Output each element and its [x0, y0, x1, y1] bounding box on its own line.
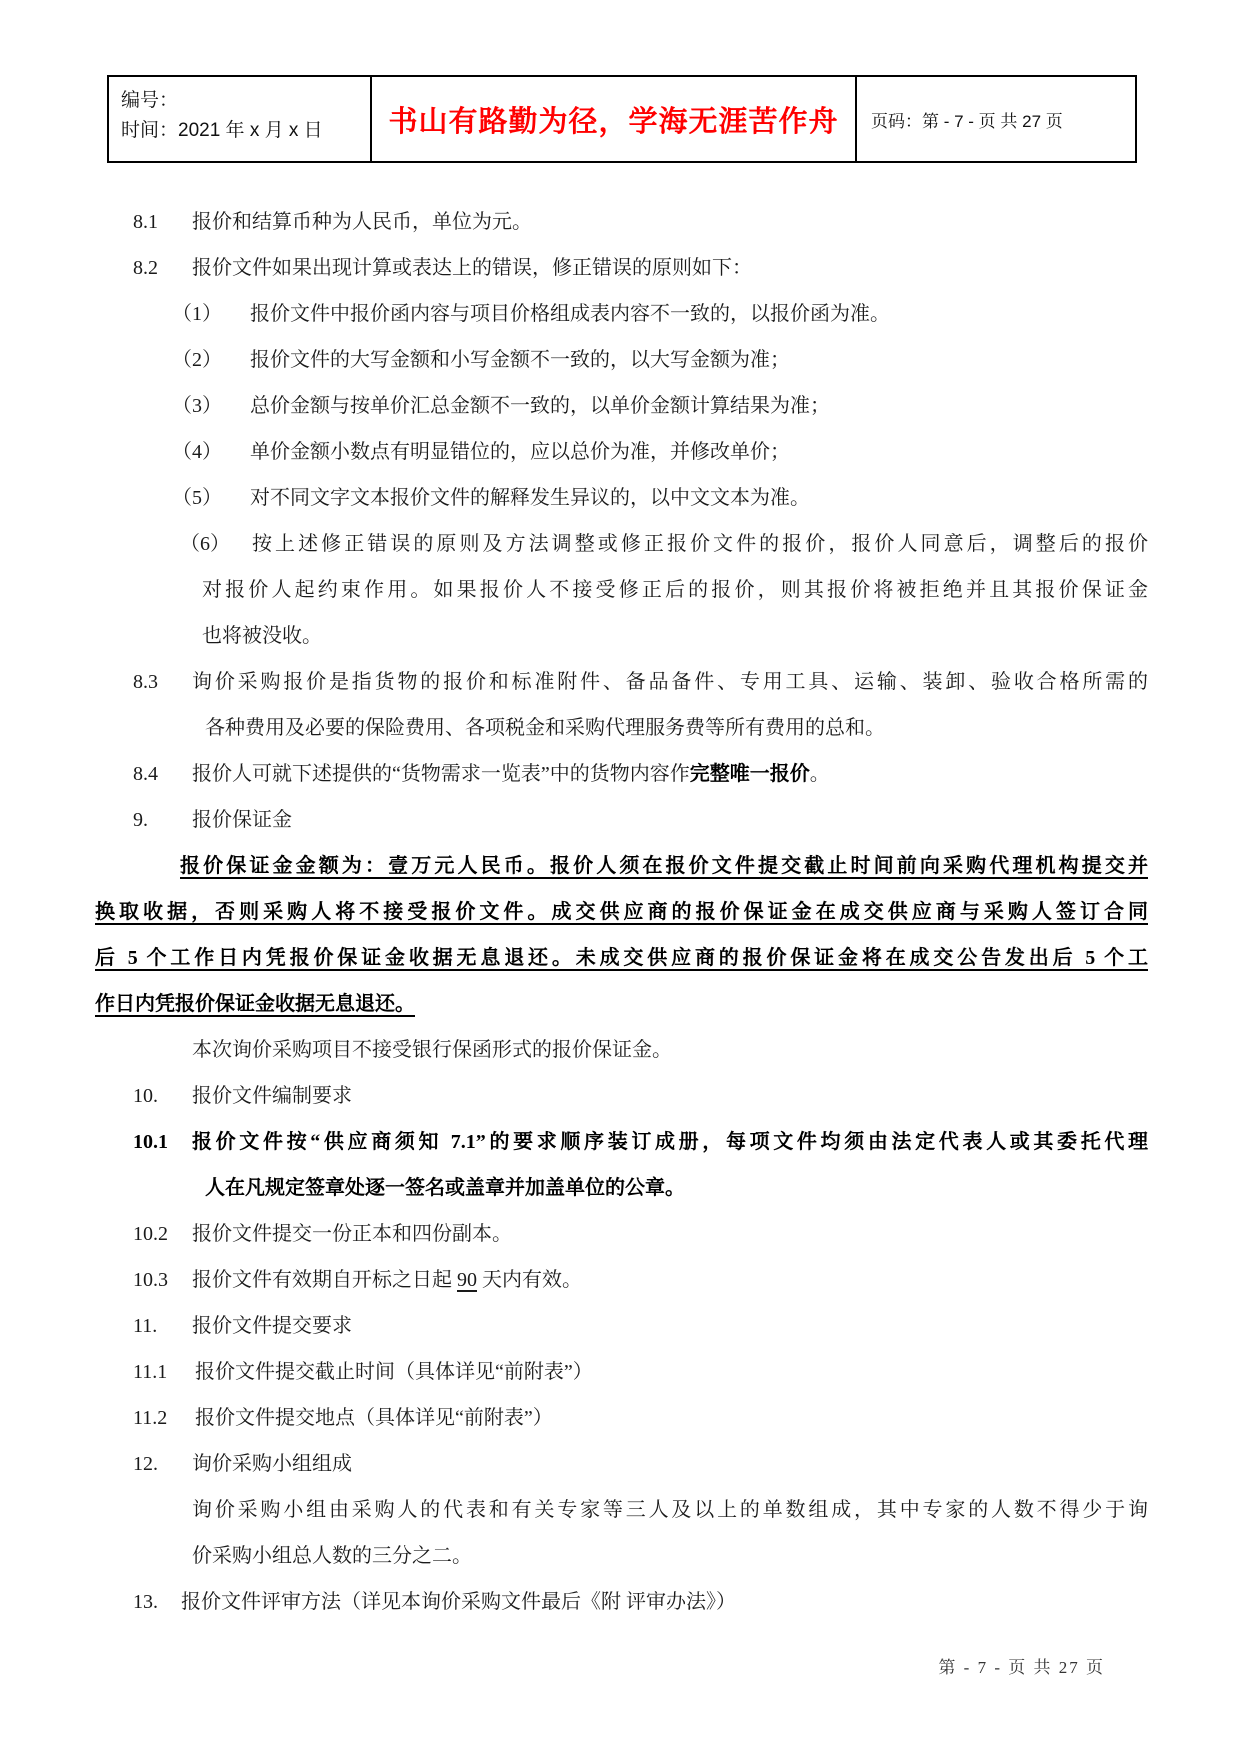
line-text: 报价人可就下述提供的“货物需求一览表”中的货物内容作完整唯一报价。 [192, 763, 830, 785]
line-number: 8.2 [133, 257, 158, 279]
line-number: 10.1 [133, 1131, 168, 1153]
line-number: 11. [133, 1315, 158, 1337]
doc-line [192, 1533, 1148, 1579]
header-table [107, 75, 1137, 163]
line-text: 报价文件的大写金额和小写金额不一致的，以大写金额为准； [250, 349, 790, 371]
line-text: 价采购小组总人数的三分之二。 [192, 1545, 472, 1567]
header-cell-pageinfo [855, 77, 1135, 161]
doc-line [205, 705, 1148, 751]
line-text: 本次询价采购项目不接受银行保函形式的报价保证金。 [192, 1039, 672, 1061]
serial-label: 编号： [121, 90, 179, 111]
doc-line [133, 659, 1148, 705]
doc-line [133, 751, 1148, 797]
doc-line [172, 291, 1148, 337]
line-text: 报价和结算币种为人民币，单位为元。 [192, 211, 532, 233]
line-text: 换取收据，否则采购人将不接受报价文件。成交供应商的报价保证金在成交供应商与采购人签订合同 [95, 901, 1148, 923]
line-number: （4） [172, 441, 222, 463]
line-number: （2） [172, 349, 222, 371]
line-text: 人在凡规定签章处逐一签名或盖章并加盖单位的公章。 [205, 1177, 685, 1199]
header-cell-motto [372, 77, 855, 161]
line-text: 单价金额小数点有明显错位的，应以总价为准，并修改单价； [250, 441, 790, 463]
line-text: 报价文件如果出现计算或表达上的错误，修正错误的原则如下： [192, 257, 752, 279]
line-text: 对报价人起约束作用。如果报价人不接受修正后的报价，则其报价将被拒绝并且其报价保证金 [202, 579, 1148, 601]
doc-line [133, 1349, 1148, 1395]
line-number: 9. [133, 809, 148, 831]
line-text: 报价文件提交截止时间（具体详见“前附表”） [195, 1361, 593, 1383]
doc-line [172, 429, 1148, 475]
line-number: 8.3 [133, 671, 158, 693]
line-number: 12. [133, 1453, 158, 1475]
line-number: （1） [172, 303, 222, 325]
line-number: （5） [172, 487, 222, 509]
doc-line [133, 199, 1148, 245]
line-text: 报价文件提交地点（具体详见“前附表”） [195, 1407, 553, 1429]
line-text: 对不同文字文本报价文件的解释发生异议的，以中文文本为准。 [250, 487, 810, 509]
doc-line [180, 843, 1148, 889]
doc-line [133, 1395, 1148, 1441]
doc-line [95, 935, 1148, 981]
line-text: 询价采购小组组成 [192, 1453, 352, 1475]
doc-line [133, 245, 1148, 291]
line-number: 10. [133, 1085, 158, 1107]
line-number: 10.3 [133, 1269, 168, 1291]
doc-line [192, 1027, 1148, 1073]
doc-line [172, 475, 1148, 521]
header-cell-serial-time [109, 77, 372, 161]
line-text: 报价文件提交要求 [192, 1315, 352, 1337]
doc-line [133, 797, 1148, 843]
line-text: 报价文件按“供应商须知 7.1”的要求顺序装订成册，每项文件均须由法定代表人或其委托代理 [192, 1131, 1148, 1153]
line-number: 11.1 [133, 1361, 168, 1383]
doc-line [95, 981, 1148, 1027]
doc-line [202, 567, 1148, 613]
doc-line [202, 613, 1148, 659]
line-text: 报价保证金 [192, 809, 292, 831]
line-text: 报价保证金金额为：壹万元人民币。报价人须在报价文件提交截止时间前向采购代理机构提交并 [180, 855, 1148, 877]
line-text: 作日内凭报价保证金收据无息退还。 [95, 993, 415, 1015]
footer-page-info: 第 - 7 - 页 共 27 页 [938, 1658, 1105, 1677]
line-text: 报价文件有效期自开标之日起 90 天内有效。 [192, 1269, 582, 1291]
line-number: 11.2 [133, 1407, 168, 1429]
doc-line [192, 1487, 1148, 1533]
line-number: 8.1 [133, 211, 158, 233]
doc-line [205, 1165, 1148, 1211]
line-number: 10.2 [133, 1223, 168, 1245]
doc-line [133, 1073, 1148, 1119]
doc-line [133, 1441, 1148, 1487]
doc-line [180, 521, 1148, 567]
line-number: （3） [172, 395, 222, 417]
header-page-info: 页码：第 - 7 - 页 共 27 页 [871, 111, 1063, 131]
line-text: 报价文件中报价函内容与项目价格组成表内容不一致的，以报价函为准。 [250, 303, 890, 325]
line-text: 按上述修正错误的原则及方法调整或修正报价文件的报价，报价人同意后，调整后的报价 [252, 533, 1148, 555]
doc-line [172, 337, 1148, 383]
line-text: 询价采购报价是指货物的报价和标准附件、备品备件、专用工具、运输、装卸、验收合格所需的 [192, 671, 1148, 693]
motto-text: 书山有路勤为径，学海无涯苦作舟 [388, 105, 839, 138]
time-label: 时间：2021 年 x 月 x 日 [121, 120, 323, 141]
doc-line [95, 889, 1148, 935]
line-number: （6） [180, 533, 230, 555]
line-text: 报价文件编制要求 [192, 1085, 352, 1107]
line-text: 询价采购小组由采购人的代表和有关专家等三人及以上的单数组成，其中专家的人数不得少于询 [192, 1499, 1148, 1521]
doc-line [133, 1303, 1148, 1349]
doc-line [133, 1579, 1148, 1625]
doc-line [133, 1119, 1148, 1165]
line-text: 也将被没收。 [202, 625, 322, 647]
line-number: 13. [133, 1591, 158, 1613]
line-text: 报价文件评审方法（详见本询价采购文件最后《附 评审办法》） [181, 1591, 736, 1613]
line-text: 报价文件提交一份正本和四份副本。 [192, 1223, 512, 1245]
line-text: 各种费用及必要的保险费用、各项税金和采购代理服务费等所有费用的总和。 [205, 717, 885, 739]
line-number: 8.4 [133, 763, 158, 785]
line-text: 后 5 个工作日内凭报价保证金收据无息退还。未成交供应商的报价保证金将在成交公告发出后 5 个工 [95, 947, 1148, 969]
line-text: 总价金额与按单价汇总金额不一致的，以单价金额计算结果为准； [250, 395, 830, 417]
doc-body [0, 199, 1241, 1625]
doc-line [133, 1257, 1148, 1303]
doc-line [172, 383, 1148, 429]
doc-line [133, 1211, 1148, 1257]
